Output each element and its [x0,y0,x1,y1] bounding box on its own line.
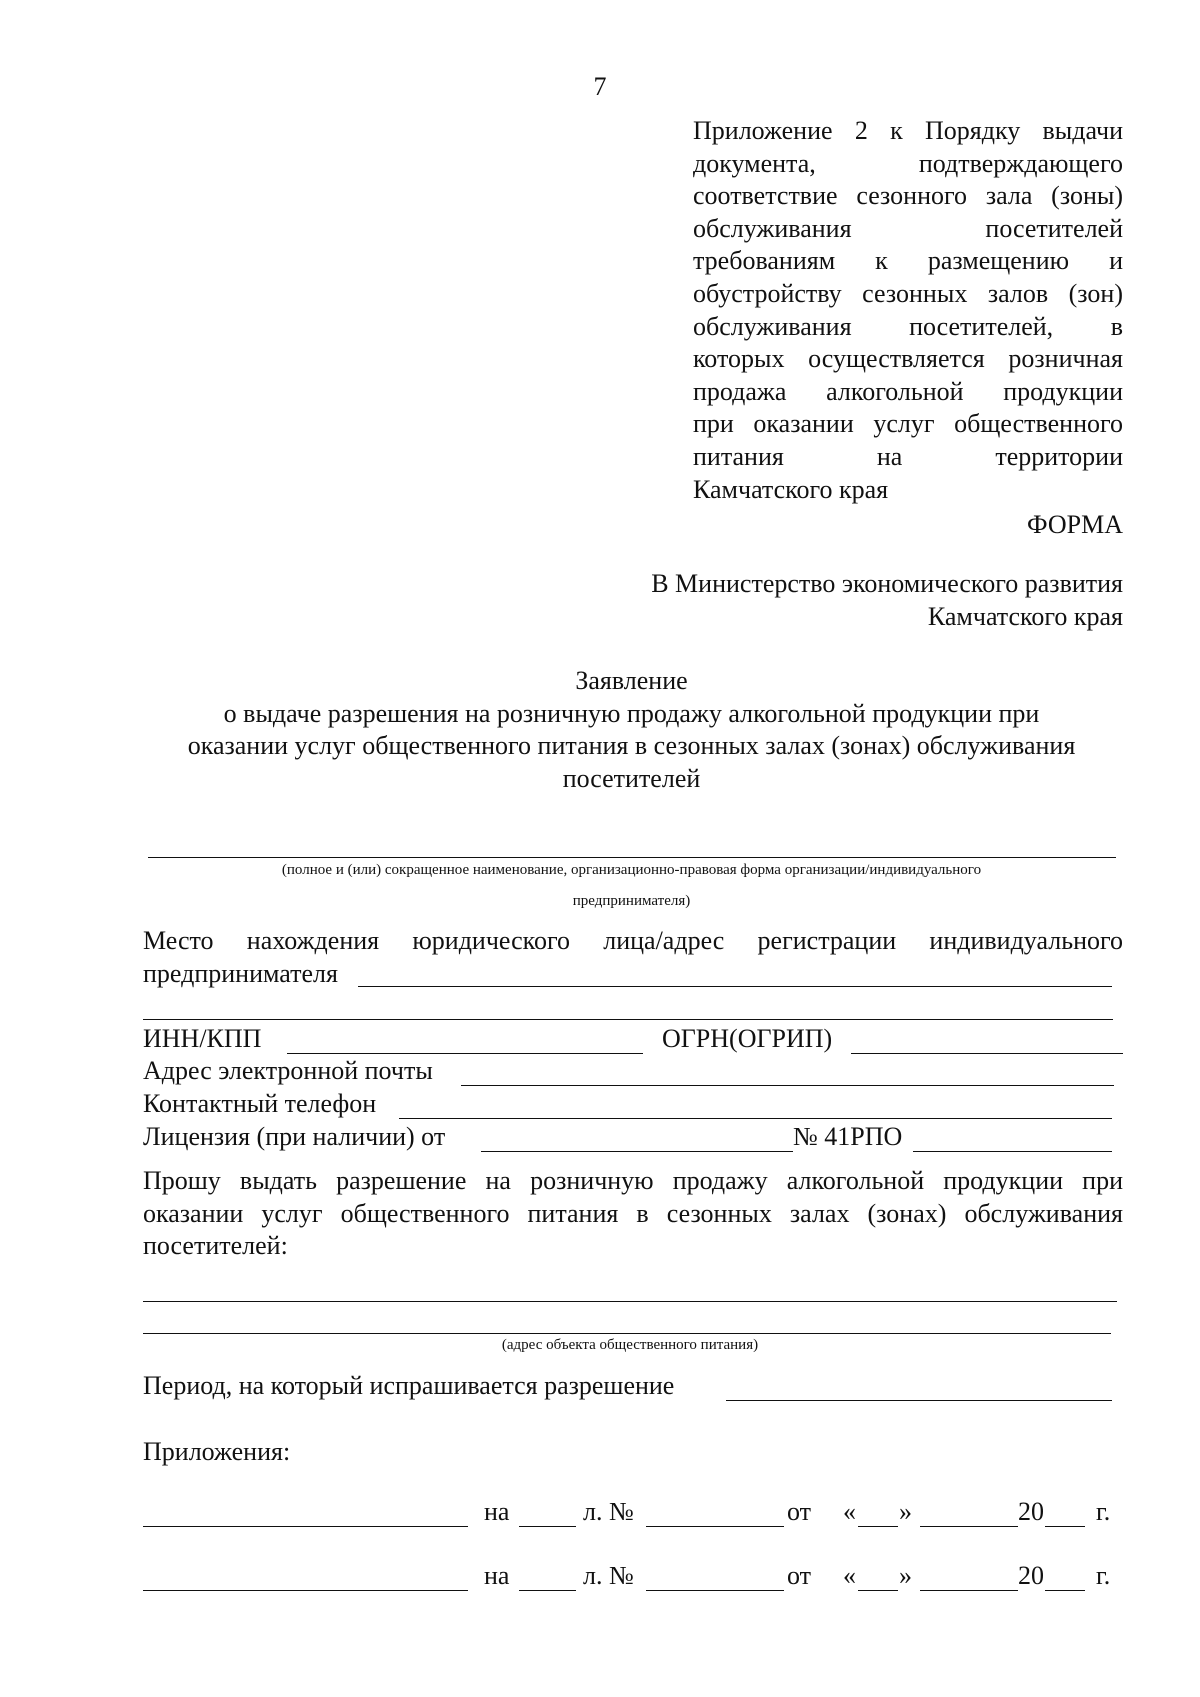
appendix-line: требованиям к размещению и [693,246,1123,276]
year-suffix: г. [1096,1561,1111,1590]
license-label: Лицензия (при наличии) от [143,1122,446,1151]
license-number-field[interactable] [913,1151,1112,1152]
addressee [560,568,1123,633]
page-number: 7 [593,72,607,101]
year-century: 20 [1018,1561,1044,1590]
email-label: Адрес электронной почты [143,1056,433,1085]
attachment-sheet-no-label: л. № [583,1561,634,1590]
attachment-from-label: от [787,1561,812,1590]
appendix-line: при оказании услуг общественного [693,409,1123,439]
attachment-na-label: на [484,1497,510,1526]
facility-address-field[interactable] [143,1301,1117,1302]
quote-open: « [843,1497,856,1526]
attachment-year-field[interactable] [1045,1526,1085,1527]
appendix-line: Приложение 2 к Порядку выдачи [693,116,1123,145]
appendix-line: обслуживания посетителей [693,213,1123,243]
attachment-sheets-field[interactable] [519,1526,576,1527]
request-text: оказании услуг общественного питания в сезонных залах (зонах) обслуживания [143,1199,1123,1228]
quote-close: » [899,1561,912,1590]
appendix-line: документа, подтверждающего [693,148,1123,178]
addressee-line: В Министерство экономического развития [651,569,1123,598]
form-label: ФОРМА [1027,510,1123,539]
title-line: о выдаче разрешения на розничную продажу алкогольной продукции при [223,698,1040,728]
quote-close: » [899,1497,912,1526]
location-field[interactable] [358,986,1112,987]
period-label: Период, на который испрашивается разрешение [143,1371,675,1400]
quote-open: « [843,1561,856,1590]
appendix-line: питания на территории [693,441,1123,471]
document-title [140,665,1123,795]
appendix-line: Камчатского края [693,474,889,504]
attachment-month-field[interactable] [920,1526,1018,1527]
period-field[interactable] [726,1400,1112,1401]
inn-field[interactable] [287,1053,643,1054]
title-heading: Заявление [575,666,688,695]
location-label: Место нахождения юридического лица/адрес регистрации индивидуального [143,926,1123,955]
title-line: посетителей [562,763,701,793]
phone-field[interactable] [399,1118,1112,1119]
request-text: Прошу выдать разрешение на розничную продажу алкогольной продукции при [143,1166,1123,1195]
facility-address-field-extra[interactable] [143,1333,1111,1334]
location-label-cont: предпринимателя [143,959,338,988]
attachment-year-field[interactable] [1045,1590,1085,1591]
appendix-line: продажа алкогольной продукции [693,376,1123,406]
addressee-line: Камчатского края [927,601,1123,631]
phone-label: Контактный телефон [143,1089,377,1118]
appendix-line: соответствие сезонного зала (зоны) [693,181,1123,211]
org-name-hint: (полное и (или) сокращенное наименование, организационно-правовая форма организации/индивидуального [281,862,982,878]
attachment-sheet-no-label: л. № [583,1497,634,1526]
year-suffix: г. [1096,1497,1111,1526]
attachments-label: Приложения: [143,1437,291,1466]
attachment-na-label: на [484,1561,510,1590]
appendix-line: обустройству сезонных залов (зон) [693,278,1123,308]
title-line: оказании услуг общественного питания в сезонных залах (зонах) обслуживания [187,731,1076,761]
appendix-line: которых осуществляется розничная [693,344,1123,374]
org-name-field[interactable] [148,857,1116,858]
request-text: посетителей: [143,1231,288,1260]
attachment-day-field[interactable] [858,1526,898,1527]
license-number-label: № 41РПО [793,1122,903,1151]
attachment-name-field[interactable] [143,1590,468,1591]
location-field-extra[interactable] [143,1019,1113,1020]
ogrn-field[interactable] [851,1053,1123,1054]
inn-label: ИНН/КПП [143,1024,262,1053]
license-date-field[interactable] [481,1151,793,1152]
appendix-line: обслуживания посетителей, в [693,311,1123,341]
attachment-month-field[interactable] [920,1590,1018,1591]
appendix-note [693,115,1123,506]
email-field[interactable] [461,1085,1114,1086]
attachment-from-label: от [787,1497,812,1526]
attachment-number-field[interactable] [646,1590,784,1591]
ogrn-label: ОГРН(ОГРИП) [662,1024,833,1053]
attachment-number-field[interactable] [646,1526,784,1527]
attachment-sheets-field[interactable] [519,1590,576,1591]
org-name-hint: предпринимателя) [572,893,691,909]
attachment-day-field[interactable] [858,1590,898,1591]
attachment-name-field[interactable] [143,1526,468,1527]
year-century: 20 [1018,1497,1044,1526]
facility-address-hint: (адрес объекта общественного питания) [501,1337,759,1353]
